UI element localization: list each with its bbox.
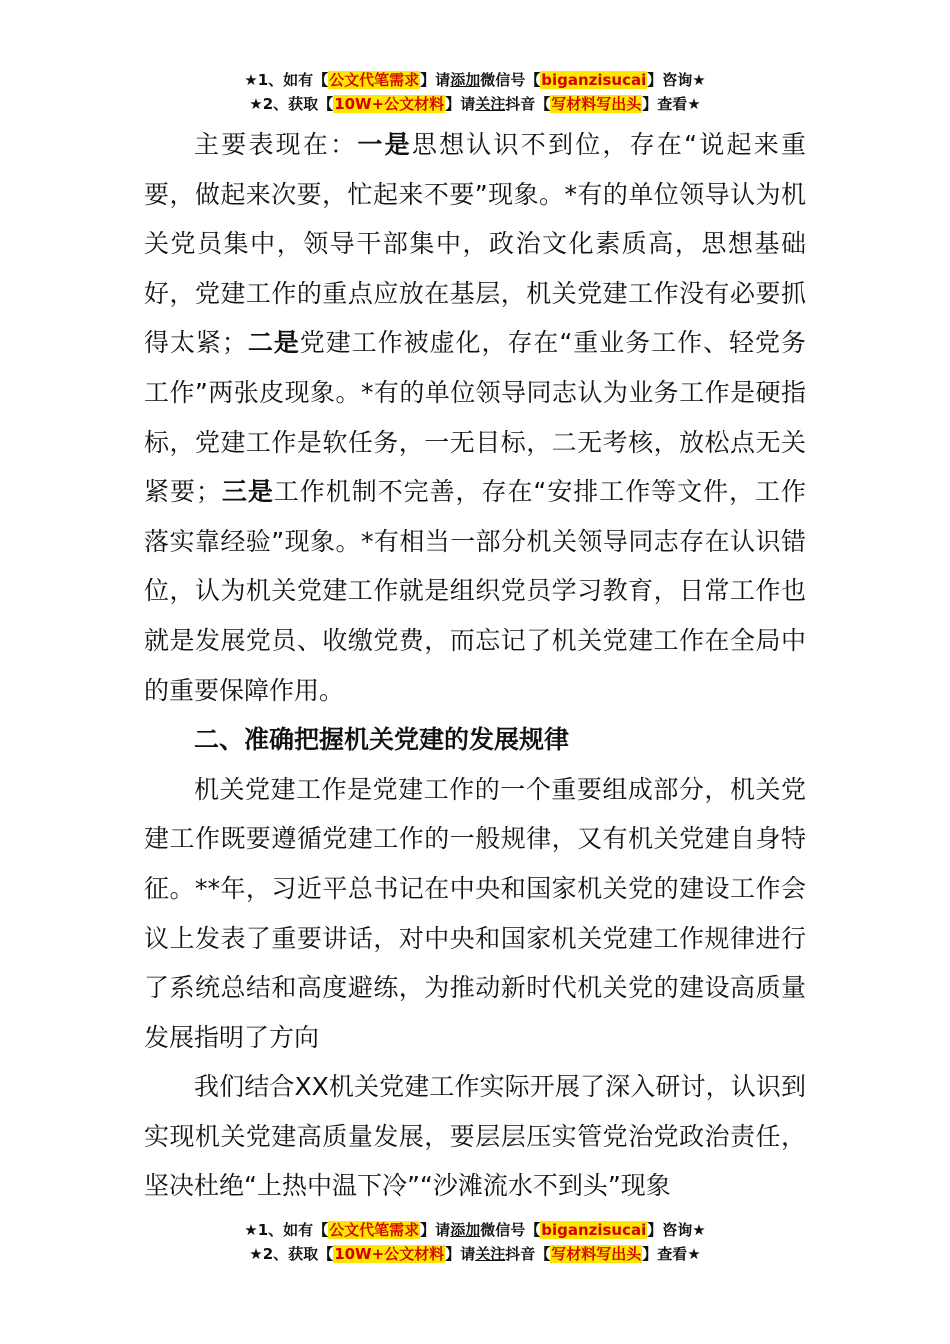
highlight-text: 公文代笔需求 bbox=[329, 1221, 420, 1239]
footer-banner bbox=[0, 1218, 950, 1266]
document-body bbox=[144, 120, 806, 1211]
douyin-id-highlight: 写材料写出头 bbox=[551, 95, 642, 113]
banner-line-2: ★2、获取【10W+公文材料】请关注抖音【写材料写出头】查看★ bbox=[249, 95, 701, 113]
highlight-text: 10W+公文材料 bbox=[334, 1245, 445, 1263]
wechat-id-highlight: biganzisucai bbox=[541, 1221, 647, 1239]
section-heading: 二、准确把握机关党建的发展规律 bbox=[194, 725, 570, 755]
highlight-text: 10W+公文材料 bbox=[334, 95, 445, 113]
wechat-id-highlight: biganzisucai bbox=[541, 71, 647, 89]
paragraph-party-building-law: 机关党建工作是党建工作的一个重要组成部分，机关党建工作既要遵循党建工作的一般规律，又有机关党建自身特征。**年，习近平总书记在中央和国家机关党的建设工作会议上发表了重要讲话，对中央和国家机关党建工作规律进行了系统总结和高度避练，为推动新时代机关党的建设高质量发展指明了方向 bbox=[144, 774, 806, 1052]
paragraph-research: 我们结合XX机关党建工作实际开展了深入研讨，认识到实现机关党建高质量发展，要层层压实管党治党政治责任，坚决杜绝“上热中温下冷”“沙滩流水不到头”现象 bbox=[144, 1072, 806, 1201]
paragraph-main-manifestations: 主要表现在：一是思想认识不到位，存在“说起来重要，做起来次要，忙起来不要”现象。*有的单位领导认为机关党员集中，领导干部集中，政治文化素质高，思想基础好，党建工作的重点应放在基层，机关党建工作没有必要抓得太紧；二是党建工作被虚化，存在“重业务工作、轻党务工作”两张皮现象。*有的单位领导同志认为业务工作是硬指标，党建工作是软任务，一无目标，二无考核，放松点无关紧要；三是工作机制不完善，存在“安排工作等文件，工作落实靠经验”现象。*有相当一部分机关领导同志存在认识错位，认为机关党建工作就是组织党员学习教育，日常工作也就是发展党员、收缴党费，而忘记了机关党建工作在全局中的重要保障作用。 bbox=[144, 130, 806, 705]
highlight-text: 公文代笔需求 bbox=[329, 71, 420, 89]
header-banner bbox=[0, 68, 950, 116]
banner-line-1: ★1、如有【公文代笔需求】请添加微信号【biganzisucai】咨询★ bbox=[244, 71, 706, 89]
underlined-text: 关注 bbox=[475, 95, 506, 113]
banner-line-1: ★1、如有【公文代笔需求】请添加微信号【biganzisucai】咨询★ bbox=[244, 1221, 706, 1239]
banner-line-2: ★2、获取【10W+公文材料】请关注抖音【写材料写出头】查看★ bbox=[249, 1245, 701, 1263]
douyin-id-highlight: 写材料写出头 bbox=[551, 1245, 642, 1263]
underlined-text: 添加 bbox=[450, 1221, 481, 1239]
underlined-text: 关注 bbox=[475, 1245, 506, 1263]
underlined-text: 添加 bbox=[450, 71, 481, 89]
